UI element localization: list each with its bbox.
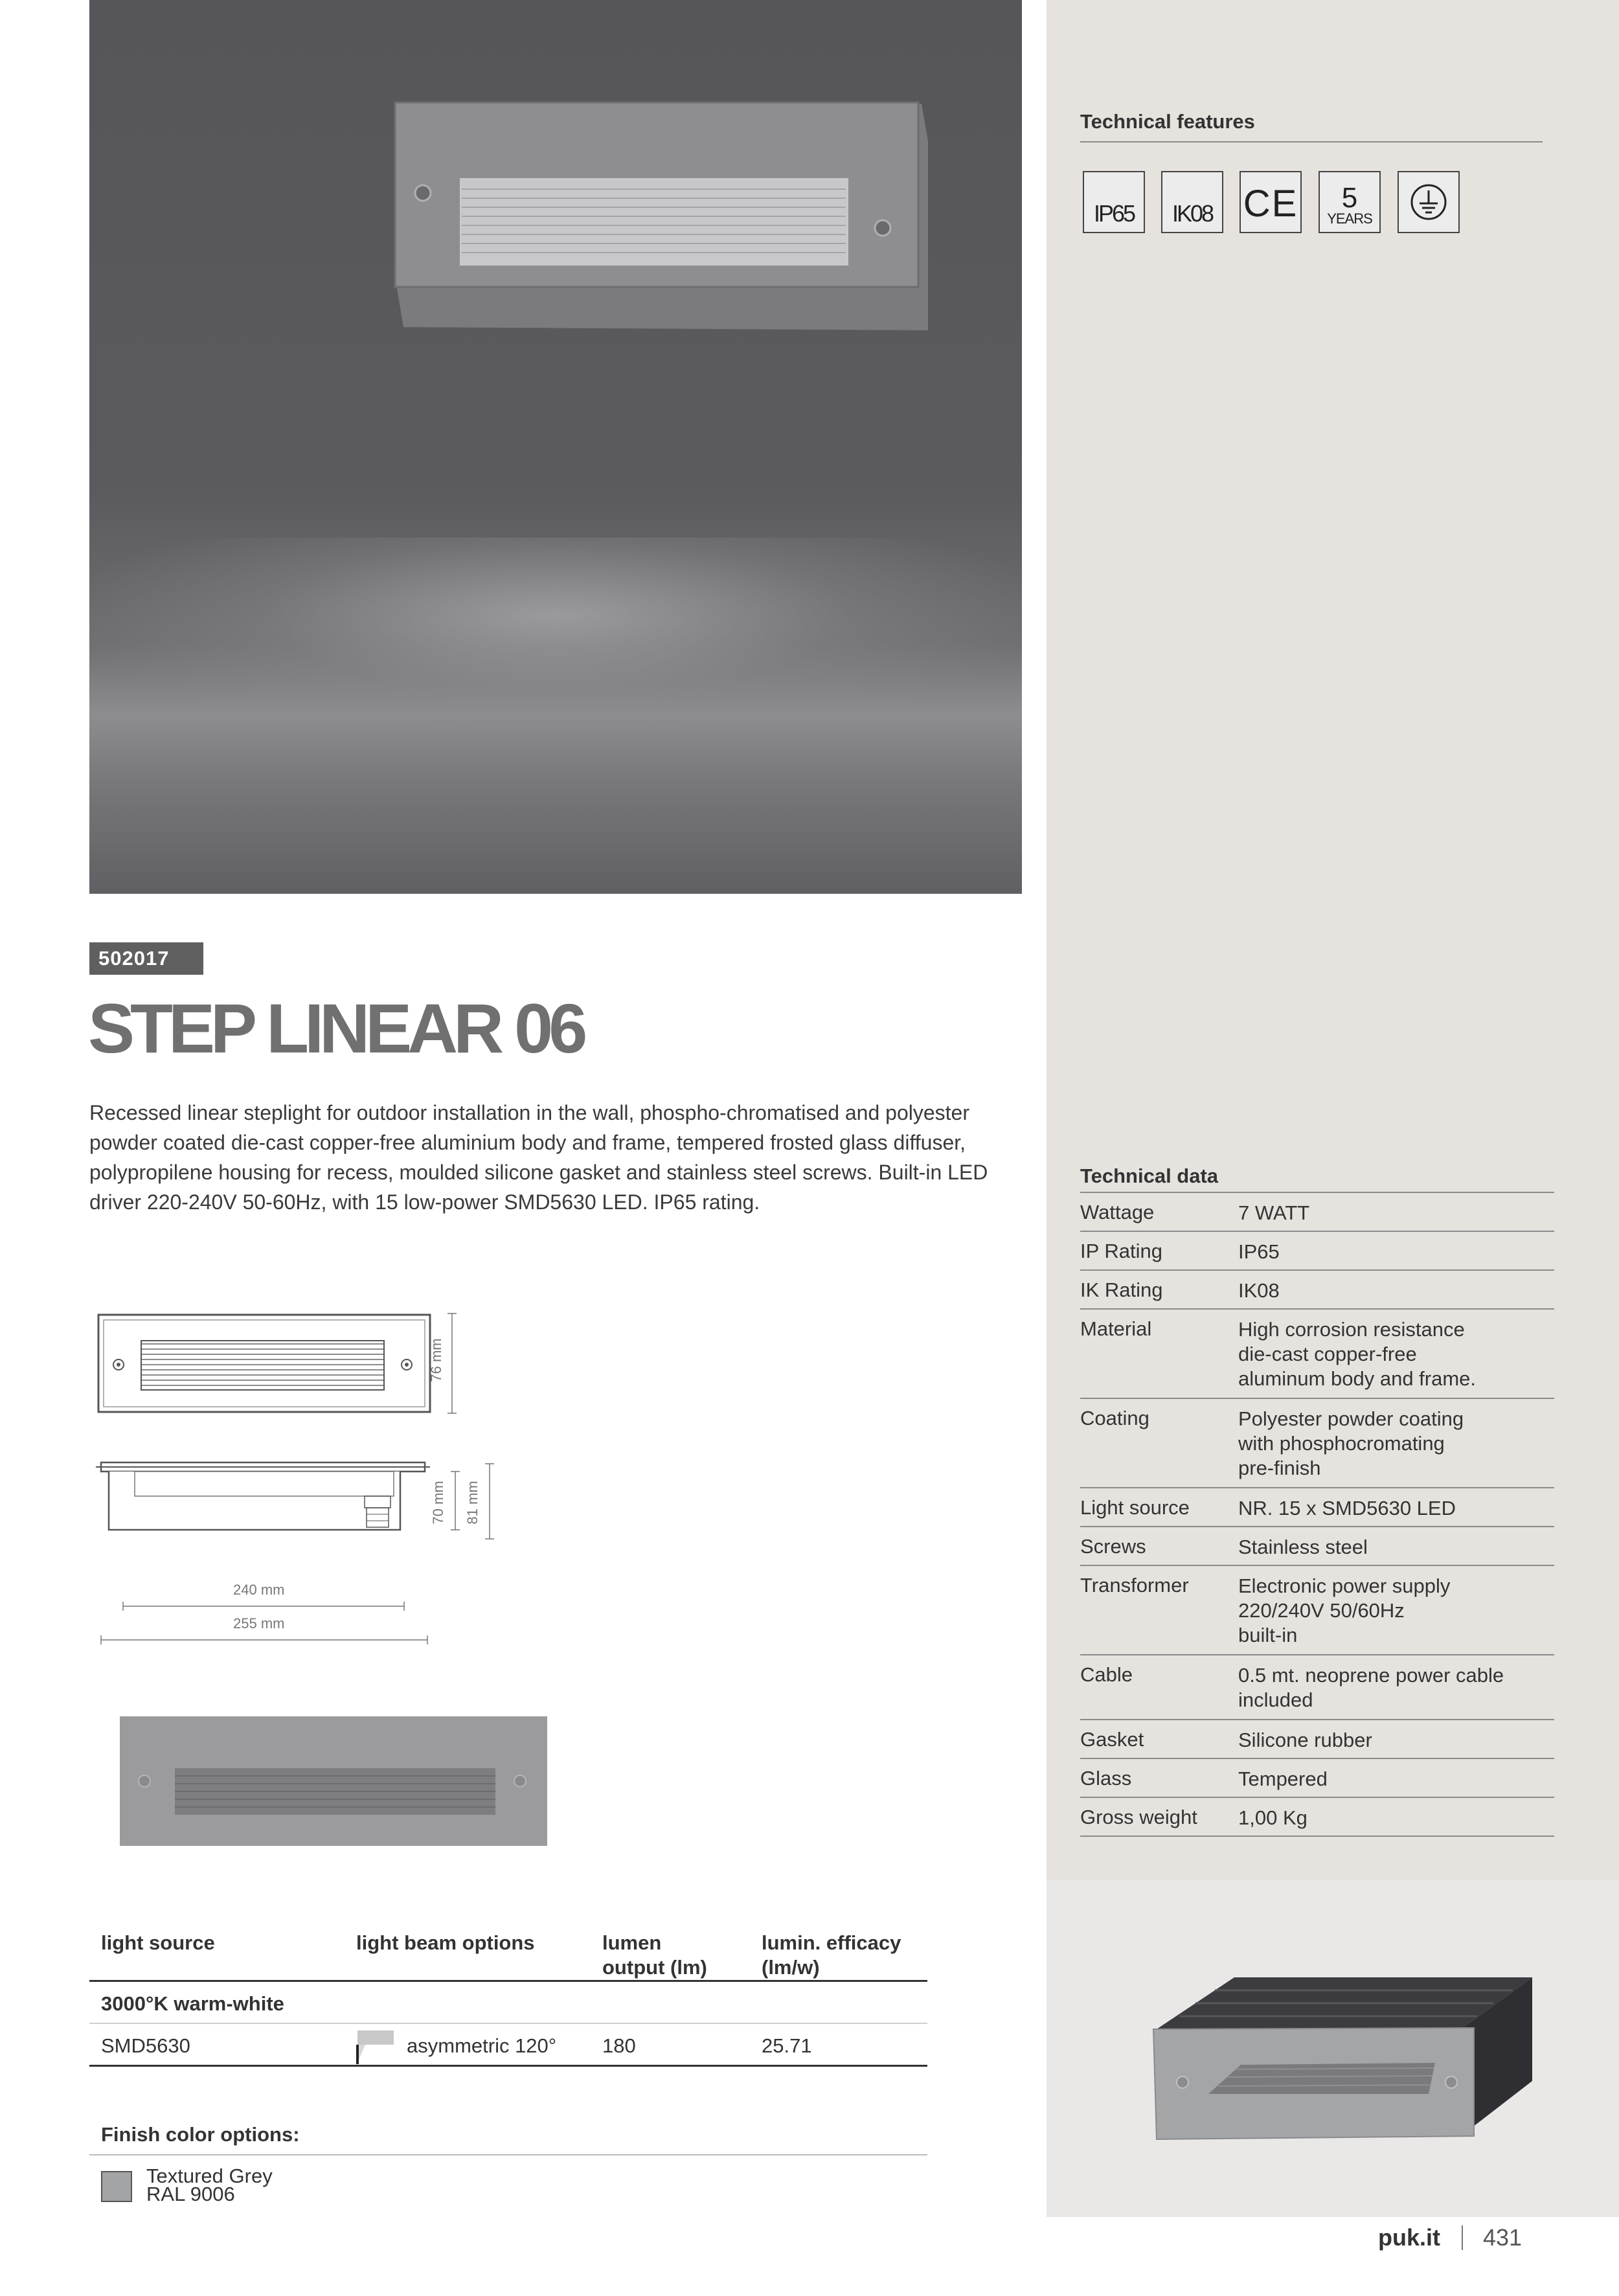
footer-site: puk.it — [1378, 2224, 1440, 2251]
group-label: 3000°K warm-white — [101, 1992, 284, 2015]
cell-lumen: 180 — [602, 2034, 636, 2057]
technical-features-divider — [1080, 141, 1543, 142]
product-3d-photo — [1047, 1880, 1619, 2217]
asymmetric-beam-icon — [355, 2029, 395, 2065]
tech-row-cable: Cable 0.5 mt. neoprene power cable included — [1080, 1655, 1554, 1720]
tech-row-wattage: Wattage 7 WATT — [1080, 1193, 1554, 1232]
product-code-tag: 502017 — [89, 942, 203, 975]
header-lumen: lumen — [602, 1931, 662, 1954]
technical-data-table — [1080, 1192, 1554, 1837]
finish-divider — [89, 2154, 927, 2155]
technical-data-title: Technical data — [1080, 1165, 1219, 1187]
cell-beam: asymmetric 120° — [407, 2034, 557, 2057]
dim-depth-body: 70 mm — [430, 1481, 446, 1525]
technical-features-title: Technical features — [1080, 110, 1255, 133]
front-photo — [120, 1716, 547, 1846]
technical-drawings — [89, 1302, 510, 1665]
tech-row-screws: Screws Stainless steel — [1080, 1527, 1554, 1566]
table-group-row — [89, 1982, 927, 2024]
tech-row-weight: Gross weight 1,00 Kg — [1080, 1798, 1554, 1837]
tech-row-light-source: Light source NR. 15 x SMD5630 LED — [1080, 1488, 1554, 1527]
table-header — [89, 1927, 927, 1982]
dim-width-total: 255 mm — [233, 1615, 285, 1631]
dim-height-front: 76 mm — [428, 1338, 444, 1382]
tech-row-transformer: Transformer Electronic power supply 220/240V 50/60Hz built-in — [1080, 1566, 1554, 1655]
earth-ground-icon — [1398, 171, 1460, 233]
dim-depth-total: 81 mm — [464, 1481, 481, 1525]
cell-efficacy: 25.71 — [762, 2034, 812, 2057]
tech-row-material: Material High corrosion resistance die-cast copper-free aluminum body and frame. — [1080, 1310, 1554, 1399]
product-title: STEP LINEAR 06 — [88, 989, 583, 1067]
header-light-source: light source — [101, 1931, 215, 1954]
light-source-table — [89, 1927, 927, 2067]
table-row — [89, 2024, 927, 2067]
finish-title: Finish color options: — [101, 2123, 300, 2146]
header-efficacy: lumin. efficacy — [762, 1931, 901, 1954]
finish-label-ral: RAL 9006 — [146, 2183, 235, 2205]
ce-mark-icon: CE — [1240, 171, 1302, 233]
hero-photo — [89, 0, 1022, 894]
tech-row-gasket: Gasket Silicone rubber — [1080, 1720, 1554, 1759]
warranty-5-years-badge: 5 YEARS — [1319, 171, 1381, 233]
tech-row-coating: Coating Polyester powder coating with phosphocromating pre-finish — [1080, 1399, 1554, 1488]
product-description: Recessed linear steplight for outdoor installation in the wall, phospho-chromatised and polyester powder coated die-cast copper-free aluminium body and frame, tempered frosted glass diffuser, polypropilene housing for recess, moulded silicone gasket and stainless steel screws. Built-in LED driver 220-240V 50-60Hz, with 15 low-power SMD5630 LED. IP65 rating. — [89, 1101, 988, 1214]
finish-swatch-grey — [101, 2171, 132, 2202]
cell-source: SMD5630 — [101, 2034, 190, 2057]
tech-row-glass: Glass Tempered — [1080, 1759, 1554, 1798]
hero-fixture-image — [89, 0, 1022, 894]
ik08-badge: IK08 — [1161, 171, 1223, 233]
finish-label-name: Textured Grey — [146, 2165, 273, 2187]
tech-row-ik: IK Rating IK08 — [1080, 1271, 1554, 1310]
header-beam: light beam options — [356, 1931, 535, 1954]
tech-row-ip: IP Rating IP65 — [1080, 1232, 1554, 1271]
front-view-drawing — [89, 1302, 510, 1665]
page-number: 431 — [1483, 2224, 1523, 2251]
dim-width-body: 240 mm — [233, 1582, 285, 1598]
header-efficacy-unit: (lm/w) — [762, 1956, 820, 1979]
footer-separator — [1462, 2225, 1463, 2250]
ip65-badge: IP65 — [1083, 171, 1145, 233]
finish-label — [146, 2167, 273, 2203]
header-lumen-unit: output (lm) — [602, 1956, 707, 1979]
